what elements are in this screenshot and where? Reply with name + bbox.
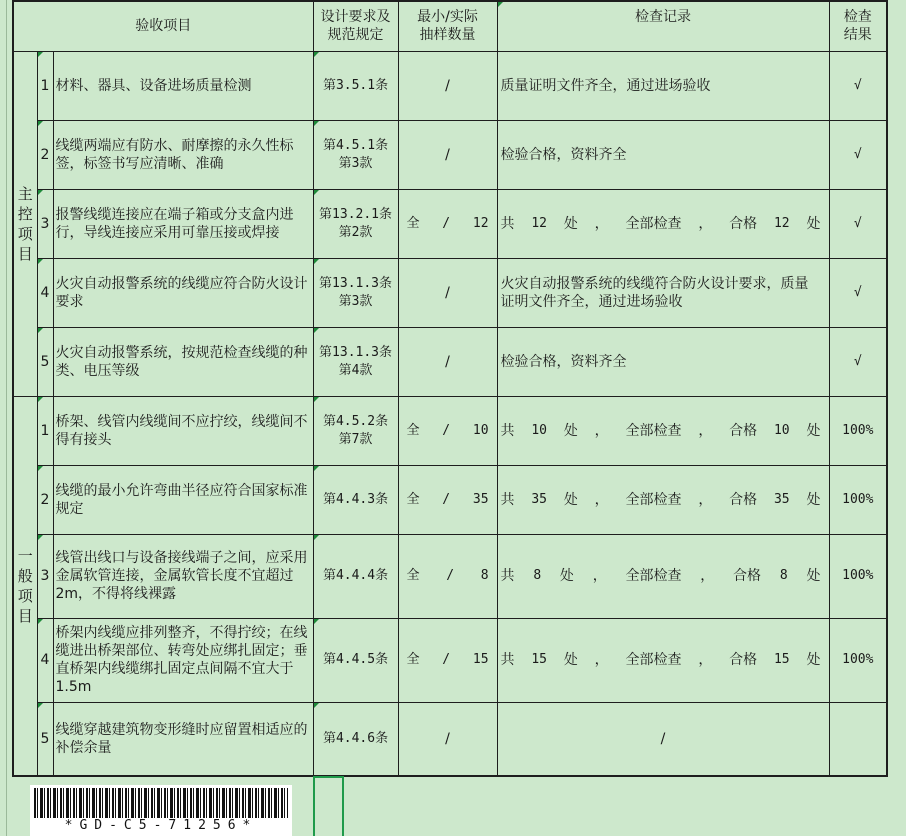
row-number[interactable]: 3 <box>37 189 53 258</box>
sample-parts <box>407 567 489 585</box>
sample-part: / <box>442 652 451 667</box>
record-part: 8 <box>533 568 542 583</box>
sample-parts <box>407 422 489 440</box>
record-part: 处 <box>563 652 578 668</box>
record-part: ， <box>594 491 609 508</box>
record-part: ， <box>700 568 715 584</box>
header-result-line2: 结果 <box>843 27 872 44</box>
record-part: ， <box>698 652 713 668</box>
item-description[interactable]: 桥架内线缆应排列整齐，不得拧绞；在线缆进出桥架部位、转弯处应绑扎固定；垂直桥架内线缆绑扎固定点间隔不宜大于1.5m <box>53 618 313 702</box>
record-part: 12 <box>773 215 790 231</box>
item-description[interactable]: 线管出线口与设备接线端子之间，应采用金属软管连接，金属软管长度不宜超过2m，不得将线裸露 <box>53 534 313 618</box>
clause-line: 第4.4.6条 <box>322 730 389 746</box>
main-group-char: 目 <box>17 244 33 263</box>
record-part: 处 <box>806 568 821 584</box>
record-cell[interactable]: 检验合格，资料齐全 <box>497 327 829 396</box>
clause-line: 第13.1.3条 <box>319 275 393 291</box>
sample-part: 10 <box>472 422 489 438</box>
row-number[interactable]: 3 <box>37 534 53 618</box>
record-part: 15 <box>531 652 548 667</box>
sample-part: 全 <box>406 652 420 667</box>
general-group-label[interactable] <box>13 396 37 776</box>
row-number[interactable]: 4 <box>37 618 53 702</box>
sample-part: 全 <box>406 215 420 231</box>
clause-line: 第3款 <box>338 293 373 309</box>
clause-cell[interactable] <box>313 534 398 618</box>
clause-line: 第3.5.1条 <box>322 77 389 93</box>
item-description[interactable]: 火灾自动报警系统的线缆应符合防火设计要求 <box>53 258 313 327</box>
sample-part: / <box>442 422 451 438</box>
sample-parts <box>407 651 489 669</box>
header-sample-line1: 最小/实际 <box>417 9 478 26</box>
sample-cell[interactable] <box>398 327 497 396</box>
record-part: ， <box>698 215 713 232</box>
clause-cell[interactable] <box>313 51 398 120</box>
item-description[interactable]: 火灾自动报警系统，按规范检查线缆的种类、电压等级 <box>53 327 313 396</box>
record-cell[interactable]: 火灾自动报警系统的线缆符合防火设计要求，质量证明文件齐全，通过进场验收 <box>497 258 829 327</box>
header-item[interactable]: 验收项目 <box>13 1 313 51</box>
item-description[interactable]: 线缆穿越建筑物变形缝时应留置相适应的补偿余量 <box>53 702 313 776</box>
record-cell[interactable] <box>497 534 829 618</box>
general-group-char: 一 <box>17 546 33 565</box>
gutter-line <box>6 0 7 836</box>
header-design-line2: 规范规定 <box>327 27 384 44</box>
record-cell[interactable] <box>497 618 829 702</box>
sample-cell[interactable] <box>398 120 497 189</box>
record-part: 处 <box>806 652 821 668</box>
clause-cell[interactable] <box>313 618 398 702</box>
record-part: 处 <box>559 568 574 584</box>
record-cell[interactable]: 检验合格，资料齐全 <box>497 120 829 189</box>
sample-cell[interactable] <box>398 465 497 534</box>
record-part: 处 <box>563 422 578 439</box>
clause-line: 第4.4.5条 <box>322 652 389 667</box>
row-number[interactable]: 1 <box>37 396 53 465</box>
sample-value: / <box>445 730 450 747</box>
record-part: 共 <box>500 422 515 439</box>
table-row <box>13 189 887 258</box>
result-cell[interactable]: 100% <box>829 396 887 465</box>
table-row <box>13 534 887 618</box>
selected-cell[interactable] <box>313 776 344 836</box>
sample-cell[interactable] <box>398 396 497 465</box>
record-part: 共 <box>500 568 515 584</box>
header-row <box>13 1 887 51</box>
clause-line: 第4.4.4条 <box>322 568 389 583</box>
item-description[interactable]: 材料、器具、设备进场质量检测 <box>53 51 313 120</box>
sample-part: 全 <box>406 491 420 507</box>
clause-cell[interactable] <box>313 258 398 327</box>
record-cell[interactable]: / <box>497 702 829 776</box>
general-group-char: 般 <box>17 566 33 585</box>
sample-value: / <box>445 353 450 370</box>
record-part: ， <box>594 422 609 439</box>
item-description[interactable]: 线缆两端应有防水、耐摩擦的永久性标签，标签书写应清晰、准确 <box>53 120 313 189</box>
clause-cell[interactable] <box>313 396 398 465</box>
record-part: 全部检查 <box>625 491 682 508</box>
table-row <box>13 51 887 120</box>
header-design[interactable] <box>313 1 398 51</box>
record-part: 合格 <box>729 491 758 508</box>
sample-parts <box>407 215 489 233</box>
result-cell[interactable]: 100% <box>829 465 887 534</box>
record-part: 合格 <box>733 568 762 584</box>
main-group-char: 主 <box>17 184 33 203</box>
record-part: 合格 <box>729 652 758 668</box>
record-parts <box>501 567 821 585</box>
record-cell[interactable] <box>497 189 829 258</box>
sample-part: 15 <box>472 652 489 667</box>
gutter-line-bottom <box>6 776 7 836</box>
sample-cell[interactable] <box>398 618 497 702</box>
row-number[interactable]: 5 <box>37 327 53 396</box>
header-result-line1: 检查 <box>843 9 872 26</box>
clause-line: 第13.1.3条 <box>319 344 393 360</box>
clause-cell[interactable] <box>313 327 398 396</box>
header-design-line1: 设计要求及 <box>320 9 391 26</box>
barcode-text: *GD-C5-71256* <box>64 818 258 833</box>
record-parts <box>501 422 821 440</box>
clause-line: 第2款 <box>338 224 373 240</box>
result-cell[interactable]: √ <box>829 327 887 396</box>
result-cell[interactable]: 100% <box>829 618 887 702</box>
record-part: 10 <box>531 422 548 438</box>
row-number[interactable]: 2 <box>37 120 53 189</box>
clause-cell[interactable] <box>313 120 398 189</box>
item-description[interactable]: 报警线缆连接应在端子箱或分支盒内进行，导线连接应采用可靠压接或焊接 <box>53 189 313 258</box>
sample-part: 8 <box>480 568 489 583</box>
record-cell[interactable] <box>497 396 829 465</box>
record-part: ， <box>698 491 713 508</box>
record-part: 合格 <box>729 215 758 232</box>
sample-part: 12 <box>472 215 489 231</box>
result-cell[interactable]: √ <box>829 51 887 120</box>
record-part: 合格 <box>729 422 758 439</box>
clause-line: 第3款 <box>338 155 373 171</box>
record-part: 8 <box>779 568 788 583</box>
item-description[interactable]: 线缆的最小允许弯曲半径应符合国家标准规定 <box>53 465 313 534</box>
record-part: 处 <box>806 215 821 232</box>
barcode <box>30 785 292 836</box>
record-parts <box>501 491 821 509</box>
record-parts <box>501 215 821 233</box>
clause-line: 第4.5.1条 <box>322 137 389 153</box>
inspection-table <box>12 0 888 777</box>
header-sample[interactable] <box>398 1 497 51</box>
record-cell[interactable] <box>497 465 829 534</box>
clause-cell[interactable] <box>313 189 398 258</box>
table-row <box>13 120 887 189</box>
main-group-char: 项 <box>17 224 33 243</box>
clause-line: 第7款 <box>338 431 373 447</box>
sample-cell[interactable] <box>398 702 497 776</box>
clause-line: 第4.4.3条 <box>322 491 389 507</box>
record-part: 全部检查 <box>625 422 682 439</box>
table-row <box>13 702 887 776</box>
table-row <box>13 396 887 465</box>
header-result[interactable] <box>829 1 887 51</box>
record-part: 处 <box>563 491 578 508</box>
record-part: 共 <box>500 215 515 232</box>
sample-parts <box>407 491 489 509</box>
clause-line: 第13.2.1条 <box>319 206 393 222</box>
sample-part: 全 <box>406 422 420 438</box>
general-group-char: 目 <box>17 606 33 625</box>
record-part: 共 <box>500 652 515 668</box>
record-part: 35 <box>773 491 790 507</box>
result-cell[interactable]: 100% <box>829 534 887 618</box>
sample-cell[interactable] <box>398 189 497 258</box>
row-number[interactable]: 2 <box>37 465 53 534</box>
record-part: 共 <box>500 491 515 508</box>
sample-part: / <box>442 215 451 231</box>
record-part: 全部检查 <box>625 568 682 584</box>
record-parts <box>501 651 821 669</box>
table-row <box>13 258 887 327</box>
record-part: 15 <box>773 652 790 667</box>
sample-part: 全 <box>406 568 420 583</box>
clause-line: 第4.5.2条 <box>322 413 389 429</box>
clause-line: 第4款 <box>338 362 373 378</box>
record-part: ， <box>698 422 713 439</box>
header-sample-line2: 抽样数量 <box>419 27 476 44</box>
table-row <box>13 465 887 534</box>
record-part: 处 <box>806 422 821 439</box>
sample-cell[interactable] <box>398 534 497 618</box>
row-number[interactable]: 5 <box>37 702 53 776</box>
record-part: 全部检查 <box>625 652 682 668</box>
result-cell[interactable]: √ <box>829 120 887 189</box>
record-part: 处 <box>563 215 578 232</box>
record-part: ， <box>594 652 609 668</box>
item-description[interactable]: 桥架、线管内线缆间不应拧绞，线缆间不得有接头 <box>53 396 313 465</box>
main-group-label[interactable] <box>13 51 37 396</box>
table-row <box>13 327 887 396</box>
clause-cell[interactable] <box>313 702 398 776</box>
general-group-char: 项 <box>17 586 33 605</box>
sample-value: / <box>445 284 450 301</box>
record-part: 12 <box>531 215 548 231</box>
table-row <box>13 618 887 702</box>
result-cell[interactable] <box>829 702 887 776</box>
result-cell[interactable]: √ <box>829 189 887 258</box>
row-number[interactable]: 4 <box>37 258 53 327</box>
record-part: ， <box>592 568 607 584</box>
sample-cell[interactable] <box>398 51 497 120</box>
record-part: 10 <box>773 422 790 438</box>
sample-part: / <box>446 568 455 583</box>
header-record[interactable]: 检查记录 <box>497 1 829 51</box>
row-number[interactable]: 1 <box>37 51 53 120</box>
main-group-char: 控 <box>17 204 33 223</box>
sample-value: / <box>445 146 450 163</box>
record-part: 处 <box>806 491 821 508</box>
sample-cell[interactable] <box>398 258 497 327</box>
record-part: 全部检查 <box>625 215 682 232</box>
result-cell[interactable]: √ <box>829 258 887 327</box>
clause-cell[interactable] <box>313 465 398 534</box>
sample-part: 35 <box>472 491 489 507</box>
record-part: ， <box>594 215 609 232</box>
sample-part: / <box>442 491 451 507</box>
record-cell[interactable]: 质量证明文件齐全，通过进场验收 <box>497 51 829 120</box>
sample-value: / <box>445 77 450 94</box>
barcode-bars <box>34 788 288 818</box>
record-part: 35 <box>531 491 548 507</box>
